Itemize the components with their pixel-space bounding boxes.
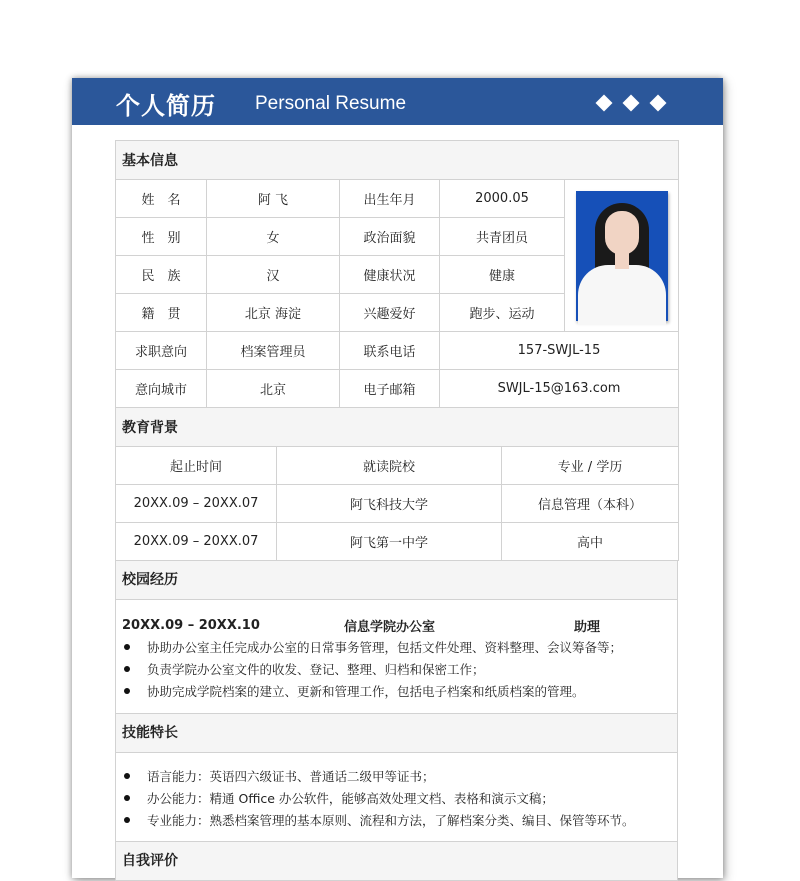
table-row	[116, 485, 679, 523]
column-header-period: 起止时间	[116, 447, 277, 485]
value-hobbies: 跑步、运动	[440, 294, 565, 332]
value-email: SWJL-15@163.com	[440, 370, 679, 408]
table-row	[116, 370, 679, 408]
label-email: 电子邮箱	[340, 370, 440, 408]
bullet-icon	[124, 666, 130, 672]
experience-date: 20XX.09 – 20XX.10	[122, 617, 260, 633]
list-item: 协助完成学院档案的建立、更新和管理工作，包括电子档案和纸质档案的管理。	[122, 680, 671, 702]
table-row	[116, 180, 679, 218]
resume-page	[72, 78, 723, 878]
list-item: 办公能力：精通 Office 办公软件，能够高效处理文档、表格和演示文稿；	[122, 787, 671, 809]
education-table	[115, 407, 679, 561]
value-job-intent: 档案管理员	[207, 332, 340, 370]
diamond-icon	[596, 95, 613, 112]
title-chinese: 个人简历	[116, 92, 216, 120]
edu-period: 20XX.09 – 20XX.07	[116, 485, 277, 523]
section-title-basic: 基本信息	[116, 141, 679, 180]
value-phone: 157-SWJL-15	[440, 332, 679, 370]
value-birth: 2000.05	[440, 180, 565, 218]
edu-school: 阿飞第一中学	[277, 523, 502, 561]
portrait-photo	[576, 191, 668, 321]
label-ethnicity: 民 族	[116, 256, 207, 294]
experience-header	[122, 614, 671, 636]
resume-content	[115, 140, 678, 881]
label-phone: 联系电话	[340, 332, 440, 370]
label-hobbies: 兴趣爱好	[340, 294, 440, 332]
section-title-skills: 技能特长	[115, 714, 678, 753]
decorative-diamonds	[596, 95, 676, 111]
label-hometown: 籍 贯	[116, 294, 207, 332]
value-gender: 女	[207, 218, 340, 256]
label-name: 姓 名	[116, 180, 207, 218]
bullet-icon	[124, 795, 130, 801]
list-item: 专业能力：熟悉档案管理的基本原则、流程和方法，了解档案分类、编目、保管等环节。	[122, 809, 671, 831]
experience-role: 助理	[574, 619, 601, 635]
edu-school: 阿飞科技大学	[277, 485, 502, 523]
skills-block	[115, 753, 678, 842]
value-city: 北京	[207, 370, 340, 408]
label-health: 健康状况	[340, 256, 440, 294]
table-row	[116, 523, 679, 561]
column-header-school: 就读院校	[277, 447, 502, 485]
bullet-icon	[124, 817, 130, 823]
campus-block	[115, 600, 678, 714]
label-job-intent: 求职意向	[116, 332, 207, 370]
experience-org: 信息学院办公室	[344, 619, 436, 635]
section-title-self-eval: 自我评价	[115, 842, 678, 881]
table-header-row	[116, 447, 679, 485]
value-hometown: 北京 海淀	[207, 294, 340, 332]
bullet-icon	[124, 773, 130, 779]
value-name: 阿 飞	[207, 180, 340, 218]
label-city: 意向城市	[116, 370, 207, 408]
label-politics: 政治面貌	[340, 218, 440, 256]
table-row	[116, 332, 679, 370]
value-health: 健康	[440, 256, 565, 294]
photo-cell	[565, 180, 679, 332]
edu-period: 20XX.09 – 20XX.07	[116, 523, 277, 561]
bullet-icon	[124, 688, 130, 694]
edu-major: 信息管理（本科）	[502, 485, 679, 523]
resume-header	[72, 78, 723, 125]
label-birth: 出生年月	[340, 180, 440, 218]
edu-major: 高中	[502, 523, 679, 561]
column-header-major: 专业 / 学历	[502, 447, 679, 485]
diamond-icon	[623, 95, 640, 112]
basic-info-table	[115, 140, 679, 408]
value-politics: 共青团员	[440, 218, 565, 256]
list-item: 语言能力：英语四六级证书、普通话二级甲等证书；	[122, 765, 671, 787]
label-gender: 性 别	[116, 218, 207, 256]
bullet-icon	[124, 644, 130, 650]
title-english: Personal Resume	[255, 93, 407, 114]
value-ethnicity: 汉	[207, 256, 340, 294]
list-item: 负责学院办公室文件的收发、登记、整理、归档和保密工作；	[122, 658, 671, 680]
section-title-campus: 校园经历	[115, 561, 678, 600]
section-title-education: 教育背景	[116, 408, 679, 447]
list-item: 协助办公室主任完成办公室的日常事务管理，包括文件处理、资料整理、会议筹备等；	[122, 636, 671, 658]
diamond-icon	[650, 95, 667, 112]
